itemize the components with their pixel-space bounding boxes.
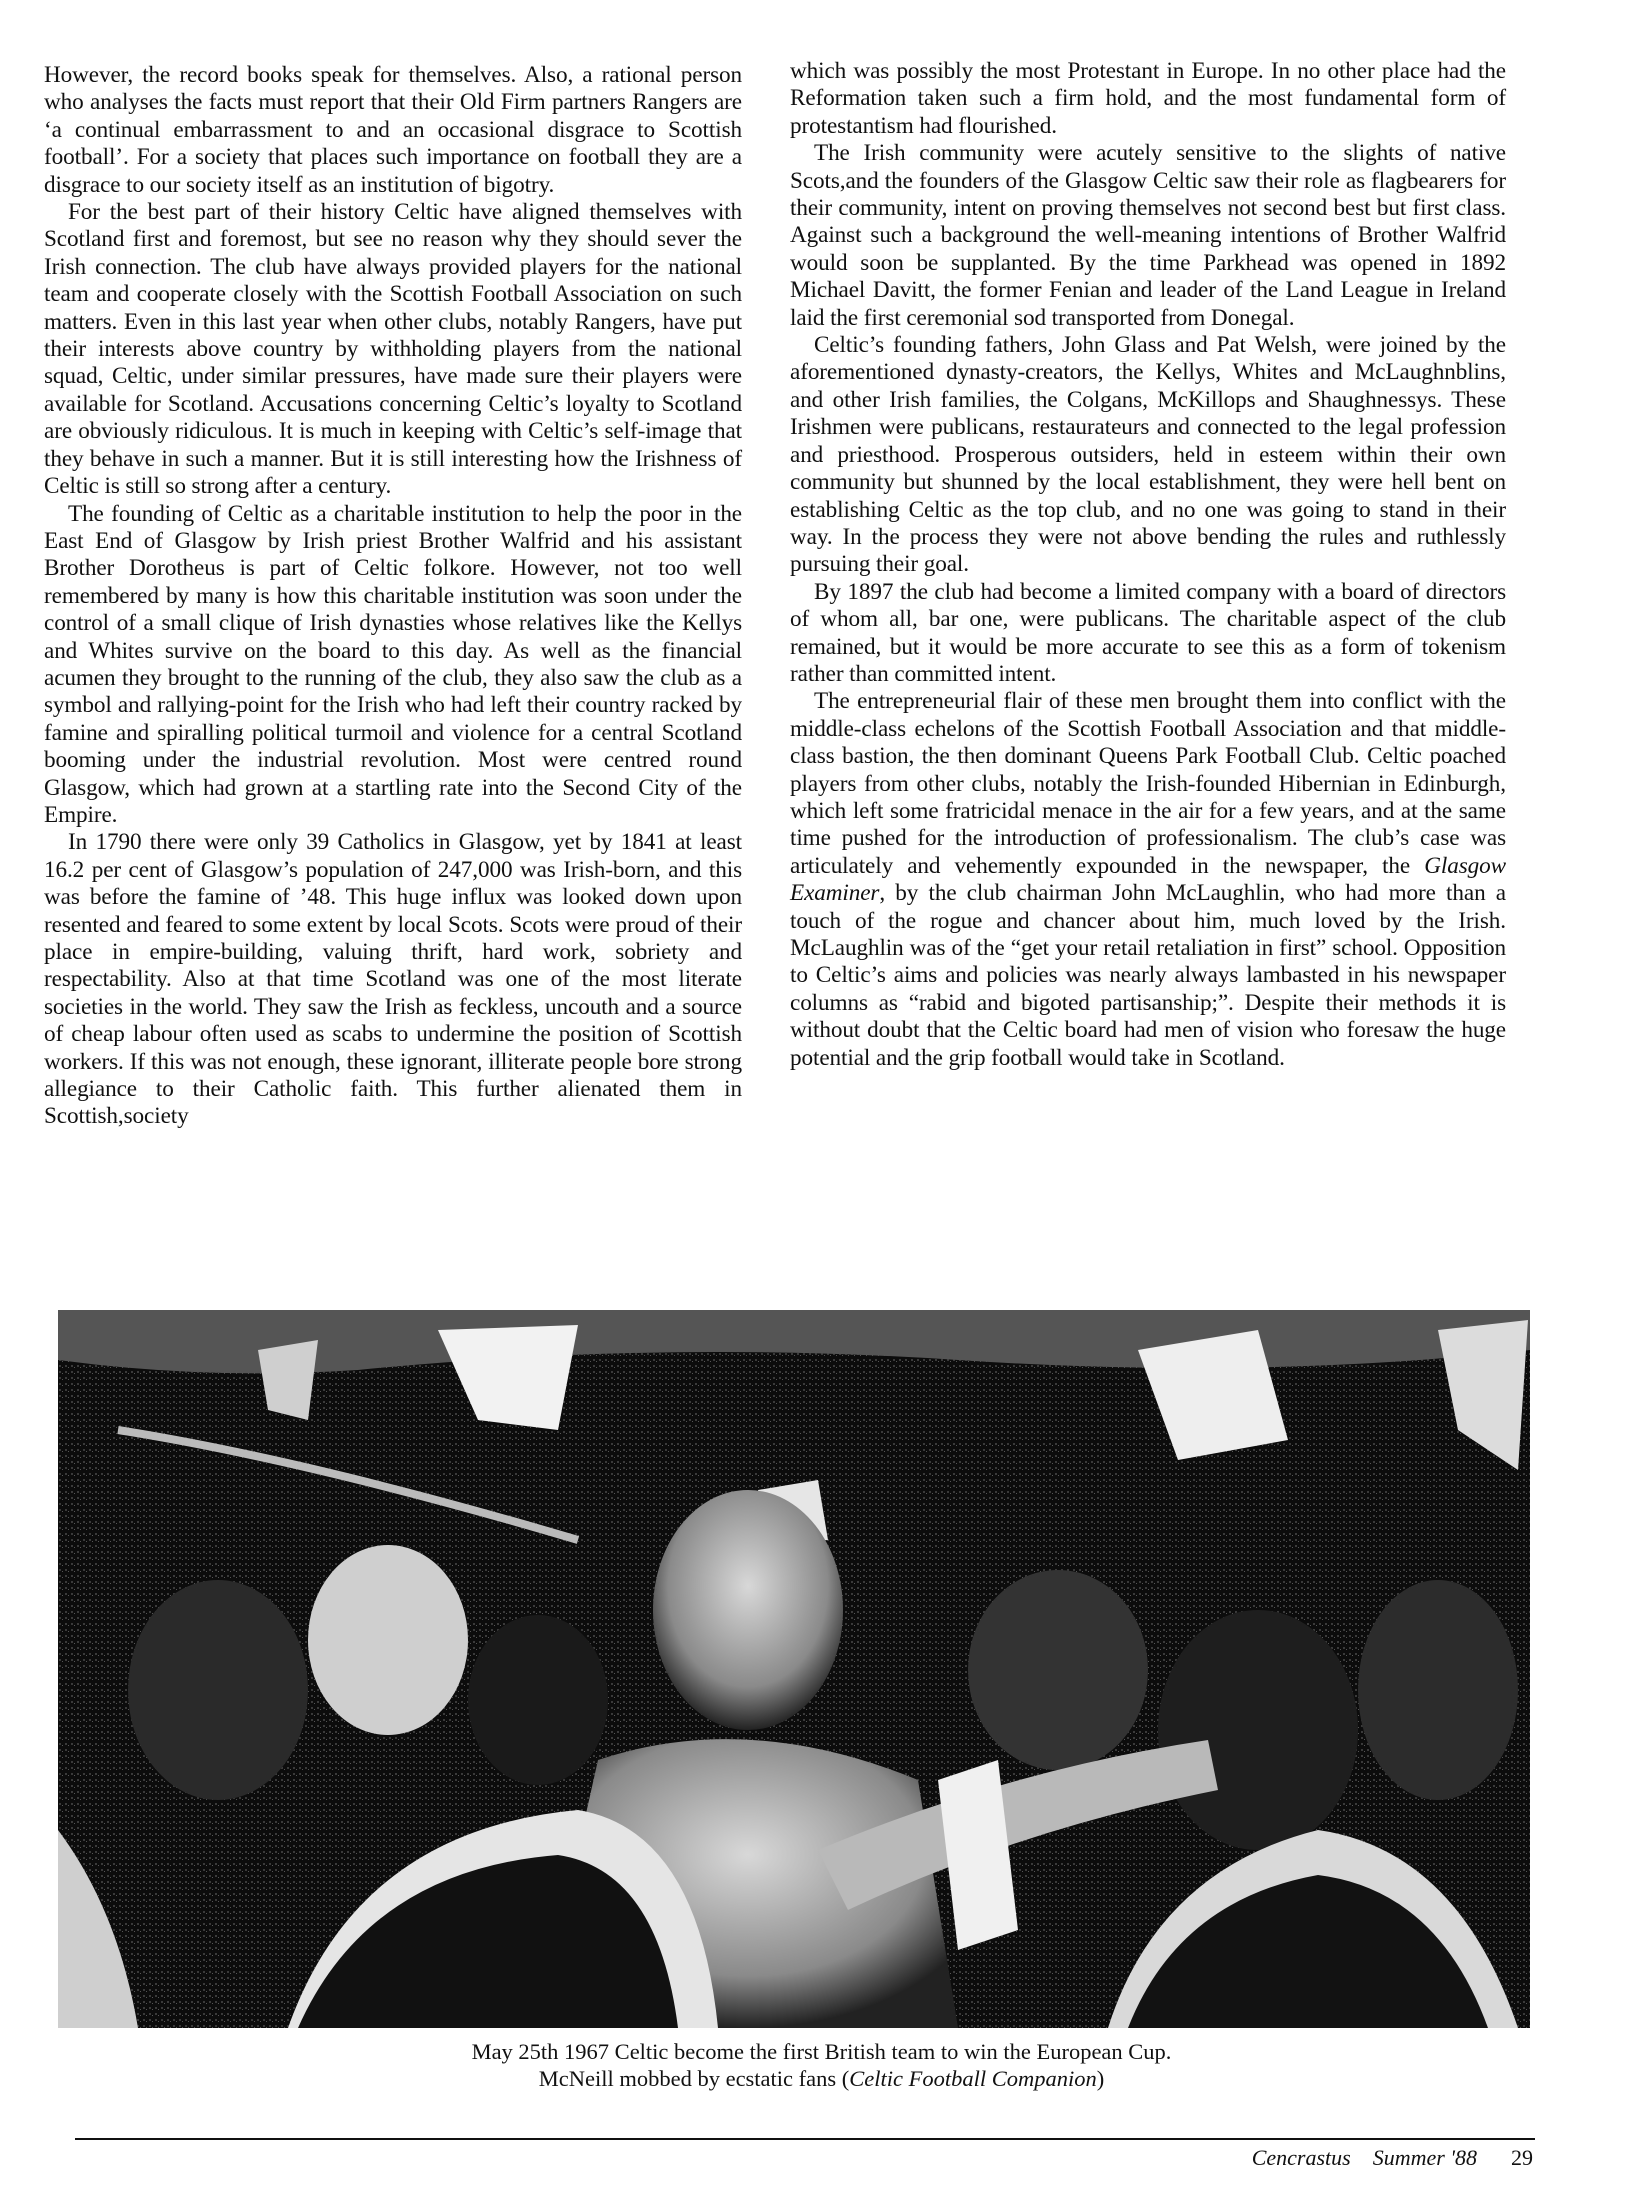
paragraph <box>790 688 1506 1072</box>
publication-name: Cencrastus <box>1251 2145 1351 2170</box>
right-column <box>790 58 1506 1072</box>
page-footer <box>1230 2145 1533 2171</box>
caption-line-1: May 25th 1967 Celtic become the first British team to win the European Cup. <box>471 2039 1172 2064</box>
paragraph: The founding of Celtic as a charitable institution to help the poor in the East End of Glasgow by Irish priest Brother Walfrid and his assistant Brother Dorotheus is part of Celtic folkore. However, not too well remembered by many is how this charitable institution was soon under the control of a small clique of Irish dynasties whose relatives like the Kellys and Whites survive on the board to this day. As well as the financial acumen they brought to the running of the club, they also saw the club as a symbol and rallying-point for the Irish who had left their country racked by famine and spiralling political turmoil and violence for a central Scotland booming under the industrial revolution. Most were centred round Glasgow, which had grown at a startling rate into the Second City of the Empire. <box>44 500 742 828</box>
page-number: 29 <box>1511 2145 1533 2170</box>
paragraph: Celtic’s founding fathers, John Glass and Pat Welsh, were joined by the aforementioned dynasty-creators, the Kellys, Whites and McLaughnblins, and other Irish families, the Colgans, McKillops and Shaughnessys. These Irishmen were publicans, restaurateurs and connected to the legal profession and priesthood. Prosperous outsiders, held in esteem within their own community but shunned by the local establishment, they were hell bent on establishing Celtic as the top club, and no one was going to stand in their way. In the process they were not above bending the rules and ruthlessly pursuing their goal. <box>790 332 1506 578</box>
photo-caption <box>0 2038 1643 2092</box>
paragraph: which was possibly the most Protestant in Europe. In no other place had the Reformation taken such a firm hold, and the most fundamental form of protestantism had flourished. <box>790 58 1506 139</box>
newspaper-title: Glasgow Examiner <box>790 852 1506 907</box>
photo-image <box>58 1310 1530 2028</box>
issue-label: Summer '88 <box>1372 2145 1477 2170</box>
paragraph: However, the record books speak for themselves. Also, a rational person who analyses the facts must report that their Old Firm partners Rangers are ‘a continual embarrassment to and an occasional disgrace to Scottish football’. For a society that places such importance on football they are a disgrace to our society itself as an institution of bigotry. <box>44 62 742 198</box>
paragraph: For the best part of their history Celtic have aligned themselves with Scotland first and foremost, but see no reason why they should sever the Irish connection. The club have always provided players for the national team and cooperate closely with the Scottish Football Association on such matters. Even in this last year when other clubs, notably Rangers, have put their interests above country by withholding players from the national squad, Celtic, under similar pressures, have made sure their players were available for Scotland. Accusations concerning Celtic’s loyalty to Scotland are obviously ridiculous. It is much in keeping with Celtic’s self-image that they behave in such a manner. But it is still interesting how the Irishness of Celtic is still so strong after a century. <box>44 199 742 500</box>
caption-text: ) <box>1096 2066 1105 2091</box>
paragraph: By 1897 the club had become a limited company with a board of directors of whom all, bar one, were publicans. The charitable aspect of the club remained, but it would be more accurate to see this as a form of tokenism rather than committed intent. <box>790 578 1506 687</box>
footer-divider <box>75 2138 1535 2140</box>
caption-source: Celtic Football Companion <box>849 2066 1097 2091</box>
paragraph: The Irish community were acutely sensitive to the slights of native Scots,and the founders of the Glasgow Celtic saw their role as flagbearers for their community, intent on proving themselves not second best but first class. Against such a background the well-meaning intentions of Brother Walfrid would soon be supplanted. By the time Parkhead was opened in 1892 Michael Davitt, the former Fenian and leader of the Land League in Ireland laid the first ceremonial sod transported from Donegal. <box>790 140 1506 331</box>
paragraph: In 1790 there were only 39 Catholics in Glasgow, yet by 1841 at least 16.2 per cent of Glasgow’s population of 247,000 was Irish-born, and this was before the famine of ’48. This huge influx was looked down upon resented and feared to some extent by local Scots. Scots were proud of their place in empire-building, valuing thrift, hard work, sobriety and respectability. Also at that time Scotland was one of the most literate societies in the world. They saw the Irish as feckless, uncouth and a source of cheap labour often used as scabs to undermine the position of Scottish workers. If this was not enough, these ignorant, illiterate people bore strong allegiance to their Catholic faith. This further alienated them in Scottish,society <box>44 829 742 1130</box>
paragraph-text: The entrepreneurial flair of these men brought them into conflict with the middle-class echelons of the Scottish Football Association and that middle-class bastion, the then dominant Queens Park Football Club. Celtic poached players from other clubs, notably the Irish-founded Hibernian in Edinburgh, which left some fratricidal menace in the air for a few years, and at the same time pushed for the introduction of professionalism. The club’s case was articulately and vehemently expounded in the newspaper, the <box>790 688 1506 879</box>
caption-line-2 <box>0 2065 1643 2092</box>
caption-text: McNeill mobbed by ecstatic fans ( <box>538 2066 850 2091</box>
paragraph-text: , by the club chairman John McLaughlin, who had more than a touch of the rogue and chancer about him, much loved by the Irish. McLaughlin was of the “get your retail retaliation in first” school. Opposition to Celtic’s aims and policies was nearly always lambasted in his newspaper columns as “rabid and bigoted partisanship;”. Despite their methods it is without doubt that the Celtic board had men of vision who foresaw the huge potential and the grip football would take in Scotland. <box>790 880 1506 1071</box>
left-column <box>44 62 742 1131</box>
crowd-photo <box>58 1310 1530 2028</box>
